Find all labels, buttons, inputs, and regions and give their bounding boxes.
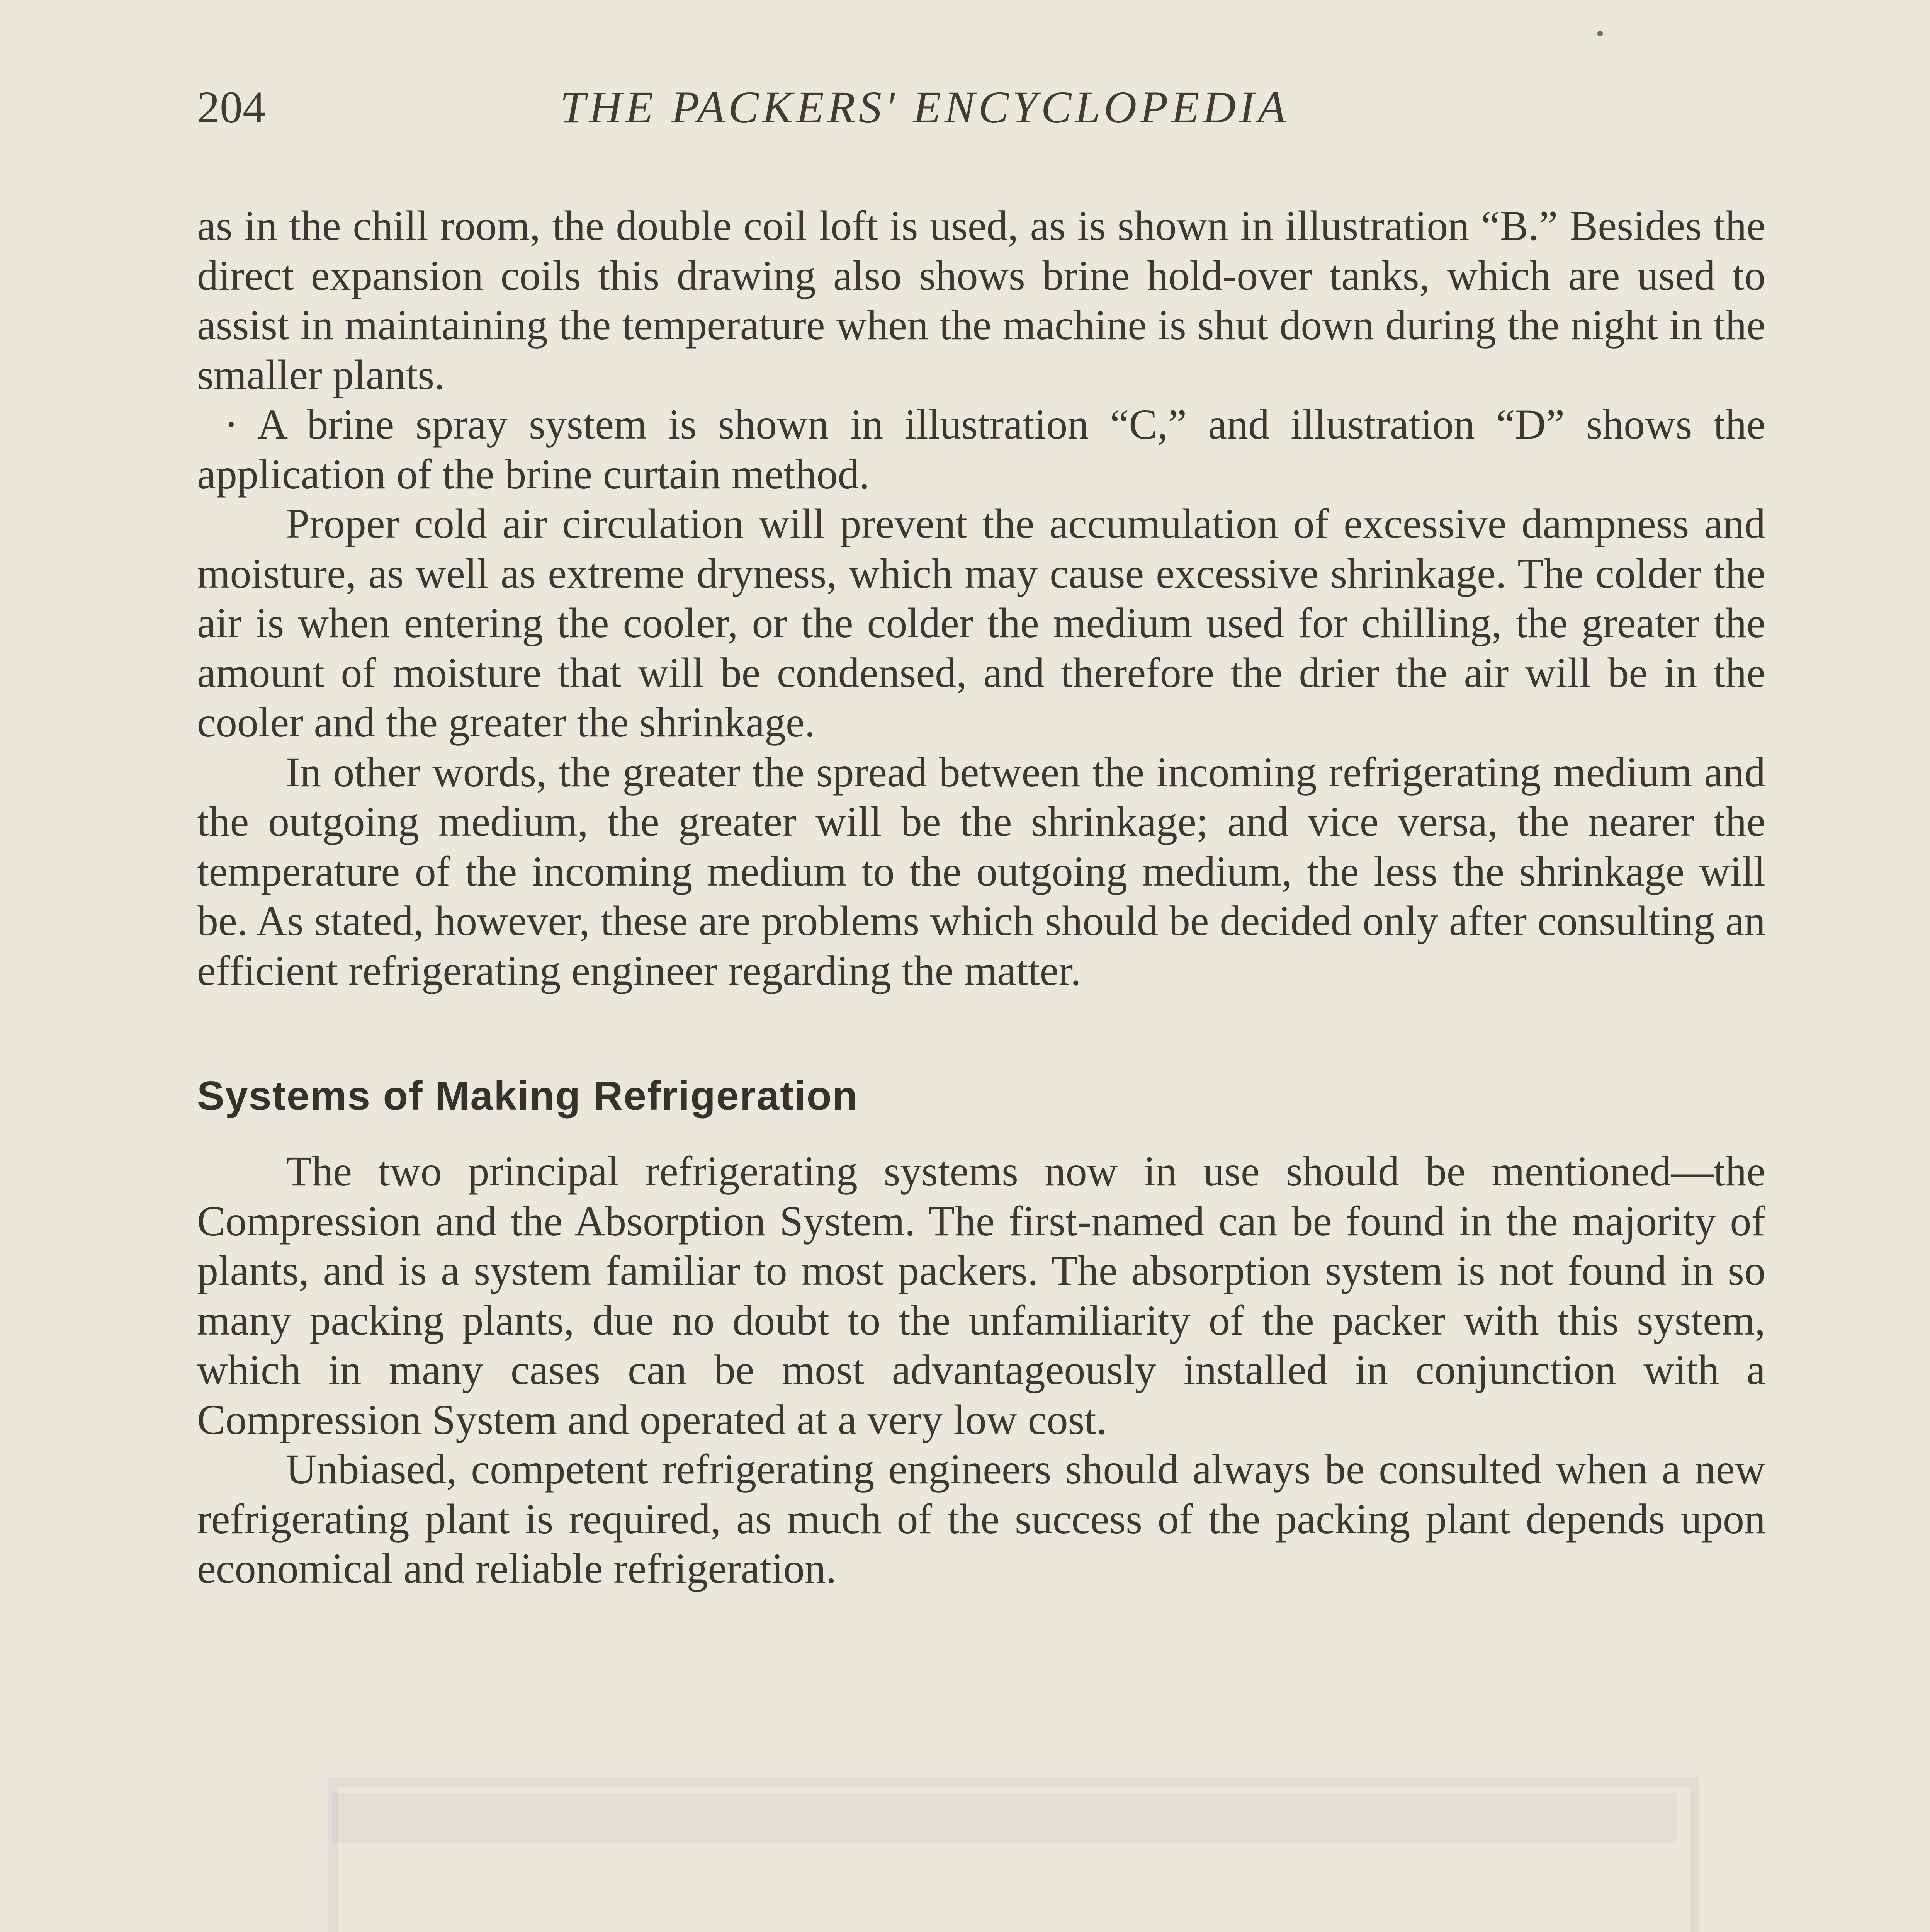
page-number: 204	[197, 82, 265, 133]
bleed-through-band-top	[332, 1793, 1677, 1843]
paragraph: In other words, the greater the spread between the incoming refrigerating medium and the outgoing medium, the greater will be the shrinkage; and vice versa, the nearer the temperature of the incoming medium to the outgoing medium, the less the shrinkage will be. As stated, however, these are problems which should be decided only after consulting an efficient refrigerating engineer regarding the matter.	[197, 748, 1765, 994]
page-header	[197, 81, 1765, 143]
paragraph: The two principal refrigerating systems now in use should be mentioned—the Compression and the Absorption System. The first-named can be found in the majority of plants, and is a system familiar to most packers. The absorption system is not found in so many packing plants, due no doubt to the unfamiliarity of the packer with this system, which in many cases can be most advantageously installed in conjunction with a Compression System and operated at a very low cost.	[197, 1148, 1765, 1443]
paragraph: · A brine spray system is shown in illustration “C,” and illustration “D” shows the application of the brine curtain method.	[197, 401, 1765, 498]
paragraph: as in the chill room, the double coil loft is used, as is shown in illustration “B.” Besides the direct expansion coils this drawing also shows brine hold-over tanks, which are used to assist in maintaining the temperature when the machine is shut down during the night in the smaller plants.	[197, 202, 1765, 398]
running-head: THE PACKERS' ENCYCLOPEDIA	[560, 82, 1289, 133]
paragraph: Proper cold air circulation will prevent the accumulation of excessive dampness and moisture, as well as extreme dryness, which may cause excessive shrinkage. The colder the air is when entering the cooler, or the colder the medium used for chilling, the greater the amount of moisture that will be condensed, and therefore the drier the air will be in the cooler and the greater the shrinkage.	[197, 500, 1765, 746]
paragraph: Unbiased, competent refrigerating engineers should always be consulted when a new refrigerating plant is required, as much of the success of the packing plant depends upon economical and reliable refrigeration.	[197, 1446, 1765, 1592]
body-text	[197, 201, 1765, 1594]
speck	[1597, 31, 1603, 36]
section-heading: Systems of Making Refrigeration	[197, 1073, 858, 1119]
